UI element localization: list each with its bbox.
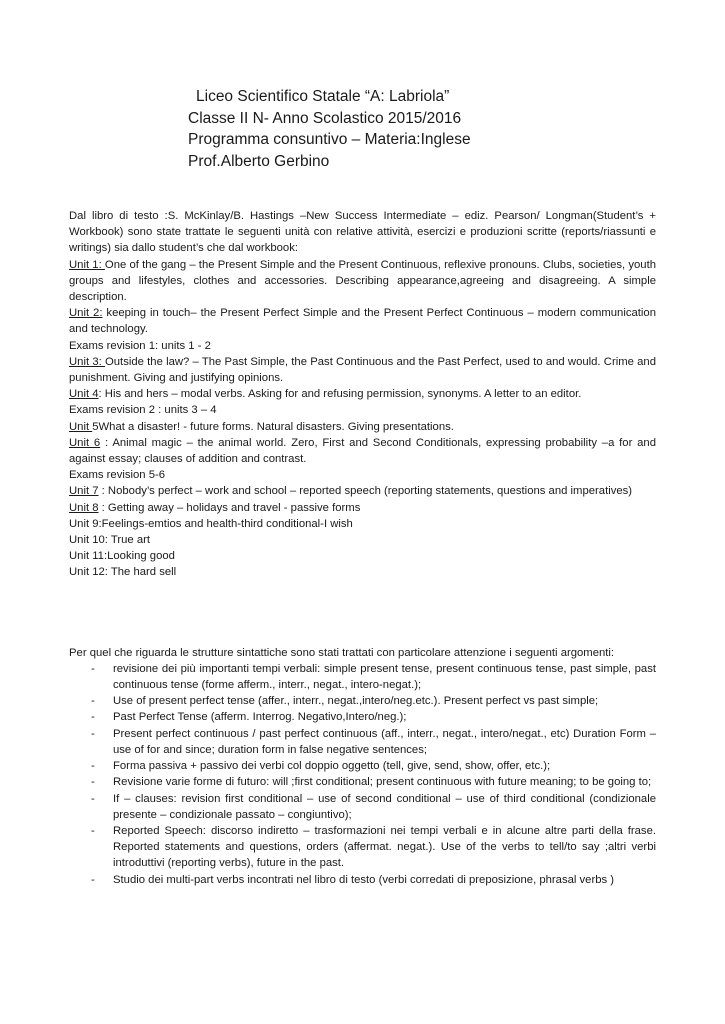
unit-entry (69, 305, 656, 337)
unit-label: Unit 2: (69, 307, 103, 320)
class-year: Classe II N- Anno Scolastico 2015/2016 (188, 109, 462, 127)
unit-entry (69, 516, 656, 532)
unit-text: Unit 9:Feelings-emtios and health-third conditional-I wish (69, 517, 353, 530)
unit-text: keeping in touch– the Present Perfect Simple and the Present Perfect Continuous – modern communication and technology. (69, 307, 656, 336)
unit-entry (69, 548, 656, 564)
list-item (69, 872, 656, 888)
topic-text: Studio dei multi-part verbs incontrati nel libro di testo (verbi corredati di preposizione, phrasal verbs ) (113, 873, 615, 886)
exam-revision (69, 467, 656, 483)
teacher-name: Prof.Alberto Gerbino (188, 152, 330, 170)
document-header (188, 86, 471, 172)
list-item (69, 791, 656, 823)
unit-entry (69, 532, 656, 548)
dash-bullet: - (91, 873, 95, 886)
unit-list (69, 257, 656, 581)
dash-bullet: - (91, 776, 95, 789)
topic-text: Past Perfect Tense (afferm. Interrog. Negativo,Intero/neg.); (113, 711, 407, 724)
unit-label: Unit 3: (69, 355, 105, 368)
section-spacer (69, 581, 656, 645)
list-item (69, 726, 656, 758)
topic-text: Reported Speech: discorso indiretto – trasformazioni nei tempi verbali e in alcune altre parti della frase. Reported statements and questions, orders (affermat. negat.). Use of the verbs to tell/to say ;altri verbi introduttivi (reporting verbs), future in the past. (113, 824, 656, 870)
unit-entry (69, 483, 656, 499)
program-subject: Programma consuntivo – Materia:Inglese (188, 131, 471, 148)
unit-label: Unit 7 (69, 485, 99, 498)
unit-text: : Animal magic – the animal world. Zero, First and Second Conditionals, expressing probability –a for and against essay; clauses of addition and contrast. (69, 436, 656, 466)
unit-label: Unit 6 (69, 436, 101, 449)
topic-text: Present perfect continuous / past perfect continuous (aff., interr., negat., intero/negat., etc) Duration Form – use of for and since; duration form in false negative sentences; (113, 727, 656, 756)
unit-label: Unit (69, 420, 93, 433)
list-item (69, 693, 656, 709)
unit-entry (69, 564, 656, 580)
dash-bullet: - (91, 711, 95, 724)
document-body (69, 208, 656, 888)
unit-text: : His and hers – modal verbs. Asking for and refusing permission, synonyms. A letter to an editor. (98, 388, 582, 401)
unit-text: Exams revision 2 : units 3 – 4 (69, 404, 217, 417)
list-item (69, 774, 656, 790)
list-item (69, 823, 656, 872)
unit-entry (69, 354, 656, 386)
unit-text: : Nobody’s perfect – work and school – reported speech (reporting statements, questions and imperatives) (98, 485, 633, 498)
grammar-intro-paragraph: Per quel che riguarda le strutture sintattiche sono stati trattati con particolare attenzione i seguenti argomenti: (69, 646, 615, 659)
unit-text: Unit 12: The hard sell (69, 566, 177, 579)
unit-text: Exams revision 1: units 1 - 2 (69, 339, 211, 352)
dash-bullet: - (91, 760, 95, 773)
topic-text: revisione dei più importanti tempi verbali: simple present tense, present continuous tense, past simple, past continuous tense (forme afferm., interr., negat., intero-negat.); (113, 662, 656, 692)
list-item (69, 709, 656, 725)
unit-entry (69, 500, 656, 516)
unit-text: 5What a disaster! - future forms. Natural disasters. Giving presentations. (92, 420, 454, 433)
topic-text: If – clauses: revision first conditional – use of second conditional – use of third conditional (condizionale presente – condizionale passato – congiuntivo); (113, 792, 656, 821)
grammar-topic-list (69, 661, 656, 888)
dash-bullet: - (91, 727, 95, 740)
unit-text: Outside the law? – The Past Simple, the Past Continuous and the Past Perfect, used to and would. Crime and punishment. Giving and justifying opinions. (69, 355, 656, 385)
unit-entry (69, 257, 656, 306)
topic-text: Forma passiva + passivo dei verbi col doppio oggetto (tell, give, send, show, offer, etc.); (113, 760, 551, 773)
unit-text: One of the gang – the Present Simple and the Present Continuous, reflexive pronouns. Clubs, societies, youth groups and lifestyles, clothes and accessories. Describing appearance,agreeing and disagreeing. A simple description. (69, 258, 656, 304)
dash-bullet: - (91, 792, 95, 805)
unit-entry (69, 435, 656, 467)
unit-label: Unit 1: (69, 258, 105, 271)
unit-label: Unit 4 (69, 388, 99, 401)
dash-bullet: - (91, 662, 95, 675)
unit-text: Exams revision 5-6 (69, 469, 166, 482)
topic-text: Revisione varie forme di futuro: will ;first conditional; present continuous with future meaning; to be going to; (113, 776, 652, 789)
intro-paragraph: Dal libro di testo :S. McKinlay/B. Hastings –New Success Intermediate – ediz. Pearson/ Longman(Student’s + Workbook) sono state trattate le seguenti unità con relative attività, esercizi e produzioni scritte (reports/riassunti e writings) sia dallo student’s che dal workbook: (69, 210, 656, 255)
school-name: Liceo Scientifico Statale “A: Labriola” (196, 88, 450, 105)
dash-bullet: - (91, 824, 95, 837)
unit-text: Unit 11:Looking good (69, 550, 175, 563)
exam-revision (69, 338, 656, 354)
unit-text: : Getting away – holidays and travel - passive forms (98, 501, 361, 514)
dash-bullet: - (91, 695, 95, 708)
exam-revision (69, 402, 656, 418)
list-item (69, 661, 656, 693)
unit-label: Unit 8 (69, 501, 99, 514)
list-item (69, 758, 656, 774)
unit-text: Unit 10: True art (69, 534, 150, 547)
unit-entry (69, 386, 656, 402)
unit-entry (69, 419, 656, 435)
topic-text: Use of present perfect tense (affer., interr., negat.,intero/neg.etc.). Present perfect vs past simple; (113, 695, 599, 708)
